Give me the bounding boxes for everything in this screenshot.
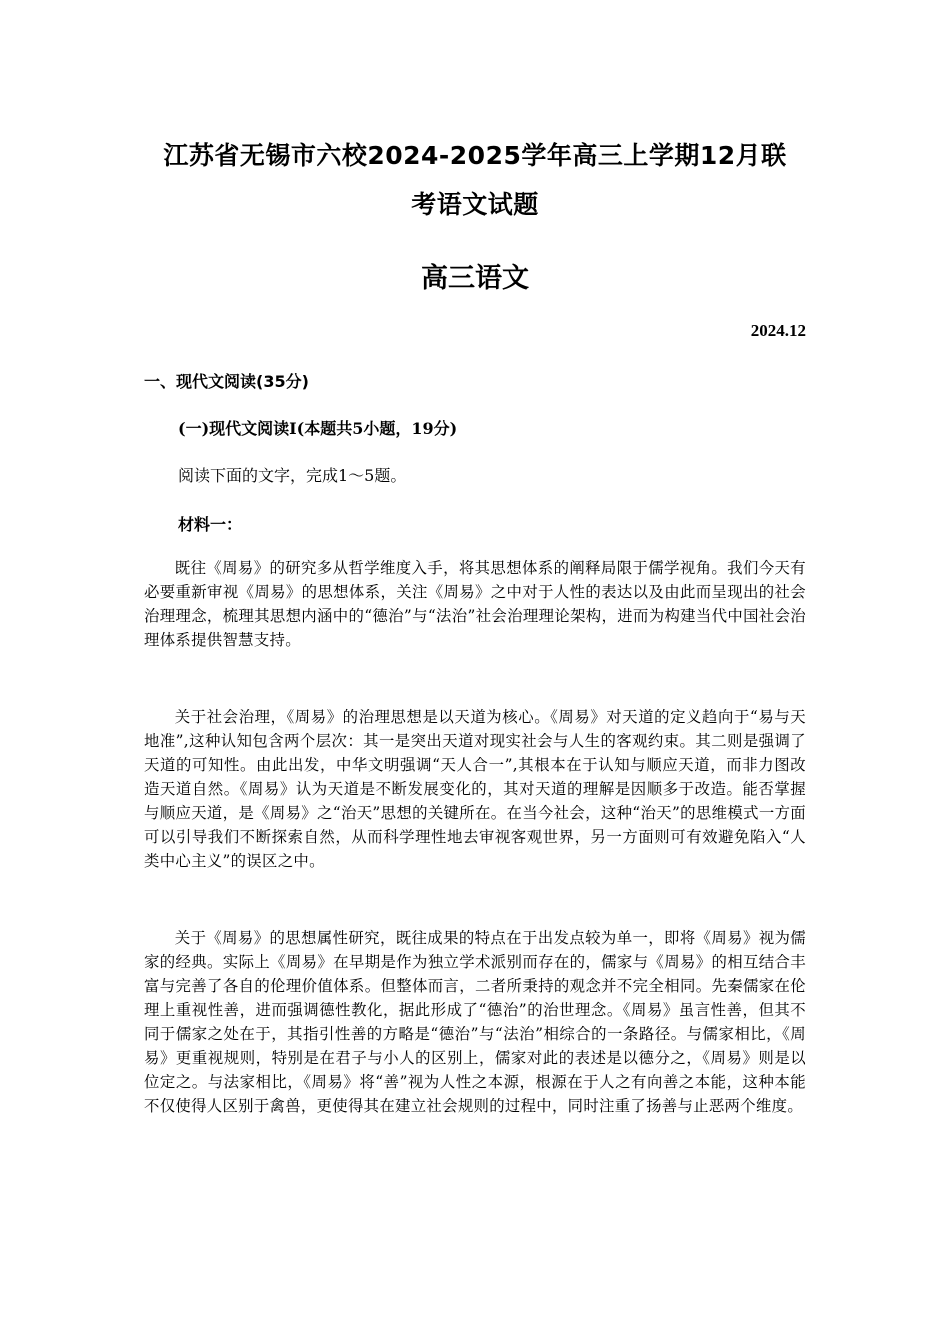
reading-instruction: 阅读下面的文字，完成1～5题。 (178, 466, 407, 485)
paragraph: 关于社会治理，《周易》的治理思想是以天道为核心。《周易》对天道的定义趋向于“易与天地准”,这种认知包含两个层次：其一是突出天道对现实社会与人生的客观约束。其二则是强调了天道的可知性。由此出发，中华文明强调“天人合一”,其根本在于认知与顺应天道，而非力图改造天道自然。《周易》认为天道是不断发展变化的，其对天道的理解是因顺多于改造。能否掌握与顺应天道，是《周易》之“治天”思想的关键所在。在当今社会，这种“治天”的思维模式一方面可以引导我们不断探索自然，从而科学理性地去审视客观世界，另一方面则可有效避免陷入“人类中心主义”的误区之中。 (144, 708, 806, 870)
paragraph: 关于《周易》的思想属性研究，既往成果的特点在于出发点较为单一，即将《周易》视为儒家的经典。实际上《周易》在早期是作为独立学术派别而存在的，儒家与《周易》的相互结合丰富与完善了各自的伦理价值体系。但整体而言，二者所秉持的观念并不完全相同。先秦儒家在伦理上重视性善，进而强调德性教化，据此形成了“德治”的治世理念。《周易》虽言性善，但其不同于儒家之处在于，其指引性善的方略是“德治”与“法治”相综合的一条路径。与儒家相比，《周易》更重视规则，特别是在君子与小人的区别上，儒家对此的表述是以德分之，《周易》则是以位定之。与法家相比，《周易》将“善”视为人性之本源，根源在于人之有向善之本能，这种本能不仅使得人区别于禽兽，更使得其在建立社会规则的过程中，同时注重了扬善与止恶两个维度。 (144, 929, 806, 1115)
sub-section-heading: (一)现代文阅读I(本题共5小题，19分) (178, 419, 458, 438)
document-title-line-1: 江苏省无锡市六校2024-2025学年高三上学期12月联 (163, 141, 787, 170)
material-label: 材料一： (178, 515, 243, 534)
section-heading: 一、现代文阅读(35分) (144, 372, 309, 391)
document-date: 2024.12 (750, 321, 806, 340)
document-subtitle: 高三语文 (421, 263, 529, 294)
document-title-line-2: 考语文试题 (411, 190, 539, 219)
paragraph: 既往《周易》的研究多从哲学维度入手，将其思想体系的阐释局限于儒学视角。我们今天有必要重新审视《周易》的思想体系，关注《周易》之中对于人性的表达以及由此而呈现出的社会治理理念，梳理其思想内涵中的“德治”与“法治”社会治理理论架构，进而为构建当代中国社会治理体系提供智慧支持。 (144, 559, 806, 649)
